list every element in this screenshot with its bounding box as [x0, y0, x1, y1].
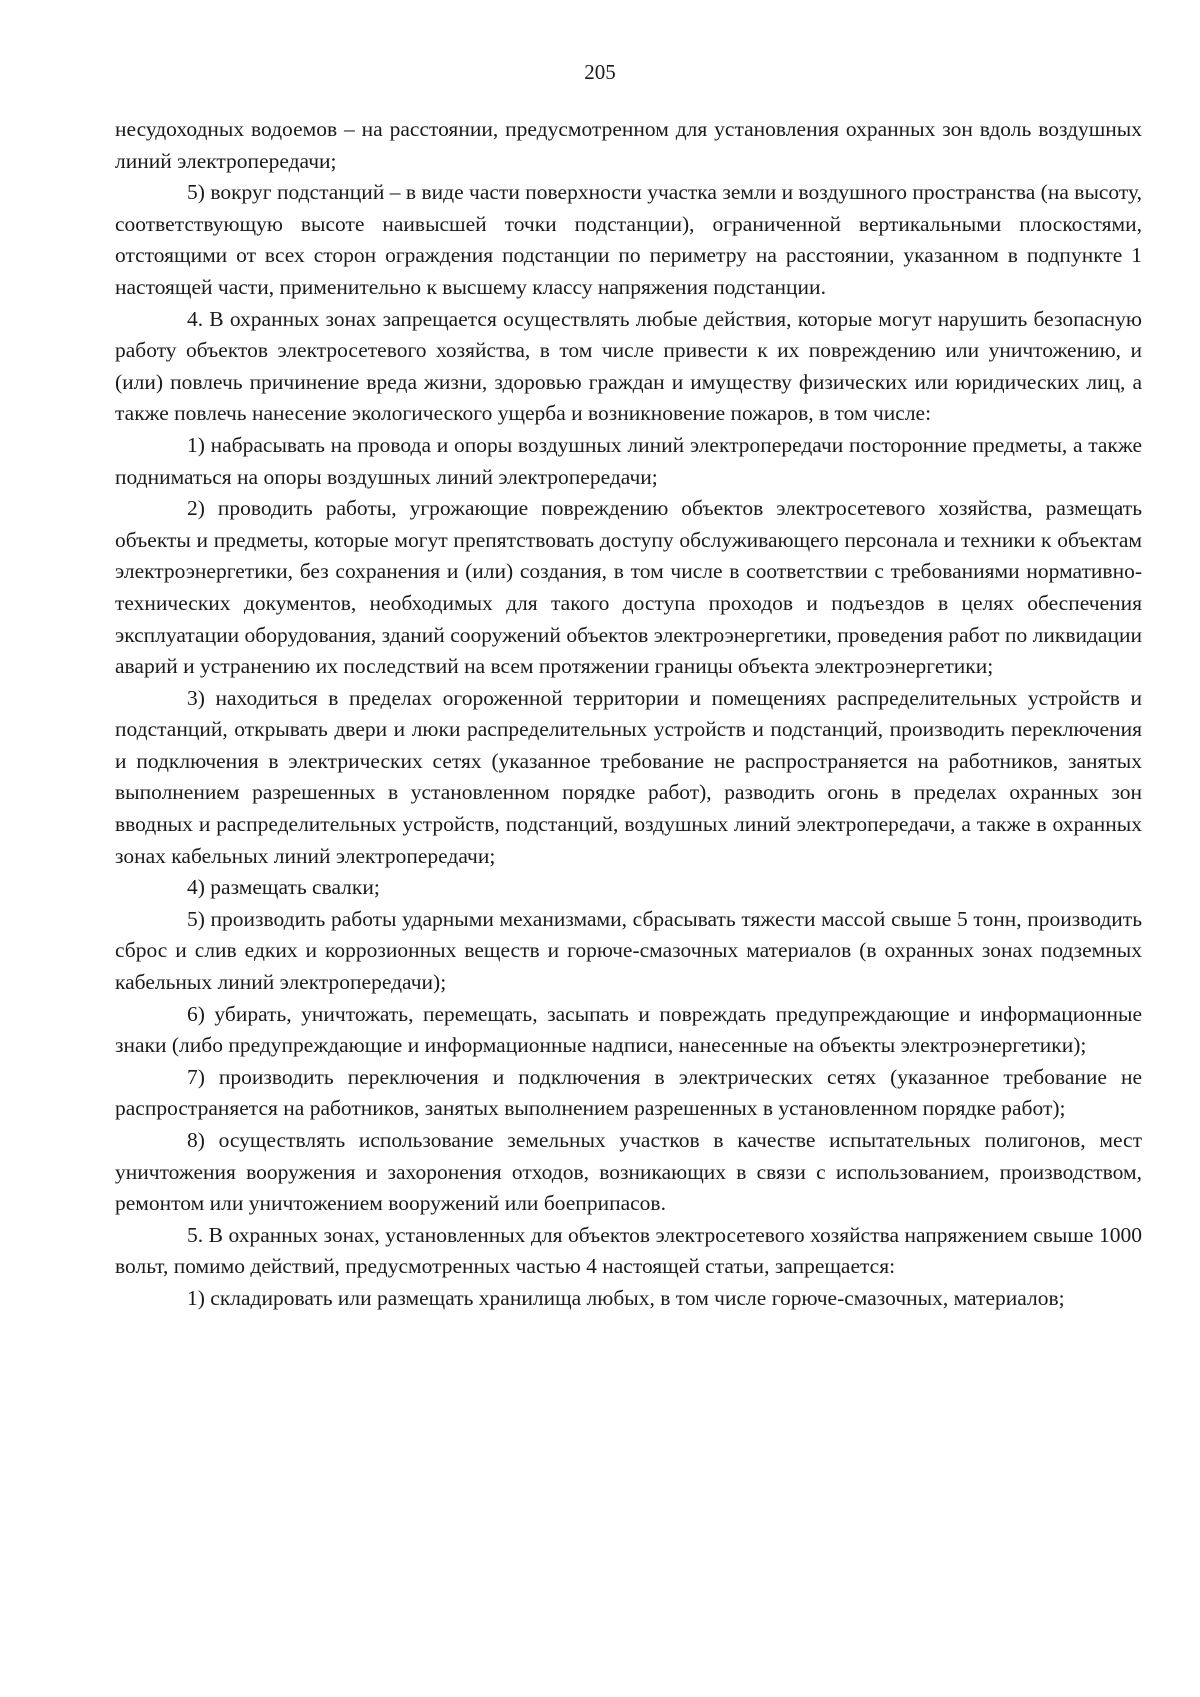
paragraph: 5. В охранных зонах, установленных для объектов электросетевого хозяйства напряжением свыше 1000 вольт, помимо действий, предусмотренных частью 4 настоящей статьи, запрещается:: [115, 1222, 1142, 1279]
paragraph: 1) набрасывать на провода и опоры воздушных линий электропередачи посторонние предметы, а также подниматься на опоры воздушных линий электропередачи;: [115, 432, 1142, 489]
paragraph: 8) осуществлять использование земельных участков в качестве испытательных полигонов, мест уничтожения вооружения и захоронения отходов, возникающих в связи с использованием, производством, ремонтом или уничтожением вооружений или боеприпасов.: [115, 1128, 1142, 1216]
paragraph: 6) убирать, уничтожать, перемещать, засыпать и повреждать предупреждающие и информационные знаки (либо предупреждающие и информационные надписи, нанесенные на объекты электроэнергетики);: [115, 1001, 1142, 1058]
paragraph: 3) находиться в пределах огороженной территории и помещениях распределительных устройств и подстанций, открывать двери и люки распределительных устройств и подстанций, производить переключения и подключения в электрических сетях (указанное требование не распространяется на работников, занятых выполнением разрешенных в установленном порядке работ), разводить огонь в пределах охранных зон вводных и распределительных устройств, подстанций, воздушных линий электропередачи, а также в охранных зонах кабельных линий электропередачи;: [115, 685, 1142, 868]
paragraph: 1) складировать или размещать хранилища любых, в том числе горюче-смазочных, материалов;: [187, 1285, 1065, 1310]
page-number: 205: [584, 60, 616, 84]
body-text: [115, 114, 1142, 1315]
paragraph: 5) вокруг подстанций – в виде части поверхности участка земли и воздушного пространства (на высоту, соответствующую высоте наивысшей точки подстанции), ограниченной вертикальными плоскостями, отстоящими от всех сторон ограждения подстанции по периметру на расстоянии, указанном в подпункте 1 настоящей части, применительно к высшему классу напряжения подстанции.: [115, 180, 1142, 299]
paragraph: 5) производить работы ударными механизмами, сбрасывать тяжести массой свыше 5 тонн, производить сброс и слив едких и коррозионных веществ и горюче-смазочных материалов (в охранных зонах подземных кабельных линий электропередачи);: [115, 906, 1142, 995]
paragraph: 4) размещать свалки;: [187, 875, 380, 900]
paragraph: 2) проводить работы, угрожающие повреждению объектов электросетевого хозяйства, размещать объекты и предметы, которые могут препятствовать доступу обслуживающего персонала и техники к объектам электроэнергетики, без сохранения и (или) создания, в том числе в соответствии с требованиями нормативно-технических документов, необходимых для такого доступа проходов и подъездов в целях обеспечения эксплуатации оборудования, зданий сооружений объектов электроэнергетики, проведения работ по ликвидации аварий и устранению их последствий на всем протяжении границы объекта электроэнергетики;: [115, 496, 1142, 679]
paragraph: несудоходных водоемов – на расстоянии, предусмотренном для установления охранных зон вдоль воздушных линий электропередачи;: [115, 117, 1142, 173]
paragraph: 4. В охранных зонах запрещается осуществлять любые действия, которые могут нарушить безопасную работу объектов электросетевого хозяйства, в том числе привести к их повреждению или уничтожению, и (или) повлечь причинение вреда жизни, здоровью граждан и имуществу физических или юридических лиц, а также повлечь нанесение экологического ущерба и возникновение пожаров, в том числе:: [115, 306, 1142, 426]
paragraph: 7) производить переключения и подключения в электрических сетях (указанное требование не распространяется на работников, занятых выполнением разрешенных в установленном порядке работ);: [115, 1064, 1142, 1121]
